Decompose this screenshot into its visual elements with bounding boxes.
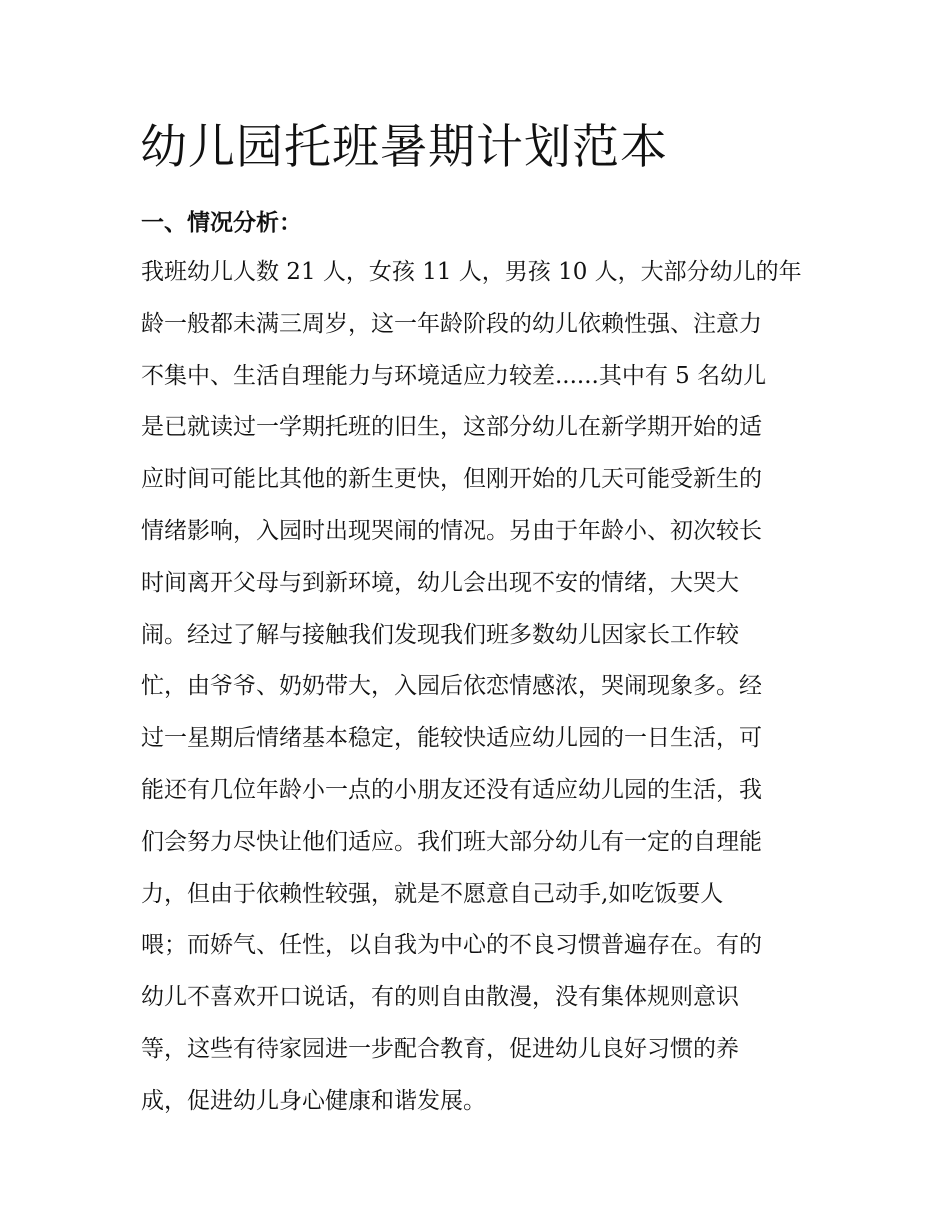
paragraph-line: 力，但由于依赖性较强，就是不愿意自己动手,如吃饭要人	[141, 880, 724, 907]
paragraph-line: 情绪影响，入园时出现哭闹的情况。另由于年龄小、初次较长	[141, 517, 762, 544]
paragraph-line: 我班幼儿人数 21 人，女孩 11 人，男孩 10 人，大部分幼儿的年	[141, 259, 802, 285]
paragraph-line: 过一星期后情绪基本稳定，能较快适应幼儿园的一日生活，可	[141, 725, 762, 752]
paragraph-line: 闹。经过了解与接触我们发现我们班多数幼儿因家长工作较	[141, 621, 739, 648]
paragraph-line: 成，促进幼儿身心健康和谐发展。	[141, 1087, 486, 1114]
paragraph-line: 时间离开父母与到新环境，幼儿会出现不安的情绪，大哭大	[141, 569, 739, 596]
paragraph-line: 喂；而娇气、任性，以自我为中心的不良习惯普遍存在。有的	[141, 932, 762, 959]
section-heading: 一、情况分析：	[141, 209, 302, 236]
paragraph-line: 等，这些有待家园进一步配合教育，促进幼儿良好习惯的养	[141, 1035, 739, 1062]
paragraph-line: 应时间可能比其他的新生更快，但刚开始的几天可能受新生的	[141, 466, 762, 493]
body-paragraph	[141, 255, 821, 1136]
paragraph-line: 忙，由爷爷、奶奶带大，入园后依恋情感浓，哭闹现象多。经	[141, 673, 762, 700]
document-title: 幼儿园托班暑期计划范本	[140, 120, 668, 175]
paragraph-line: 不集中、生活自理能力与环境适应力较差......其中有 5 名幼儿	[141, 362, 767, 389]
paragraph-line: 们会努力尽快让他们适应。我们班大部分幼儿有一定的自理能	[141, 828, 762, 855]
paragraph-line: 龄一般都未满三周岁，这一年龄阶段的幼儿依赖性强、注意力	[141, 310, 762, 337]
paragraph-line: 幼儿不喜欢开口说话，有的则自由散漫，没有集体规则意识	[141, 984, 739, 1011]
paragraph-line: 是已就读过一学期托班的旧生，这部分幼儿在新学期开始的适	[141, 414, 762, 441]
paragraph-line: 能还有几位年龄小一点的小朋友还没有适应幼儿园的生活，我	[141, 776, 762, 803]
